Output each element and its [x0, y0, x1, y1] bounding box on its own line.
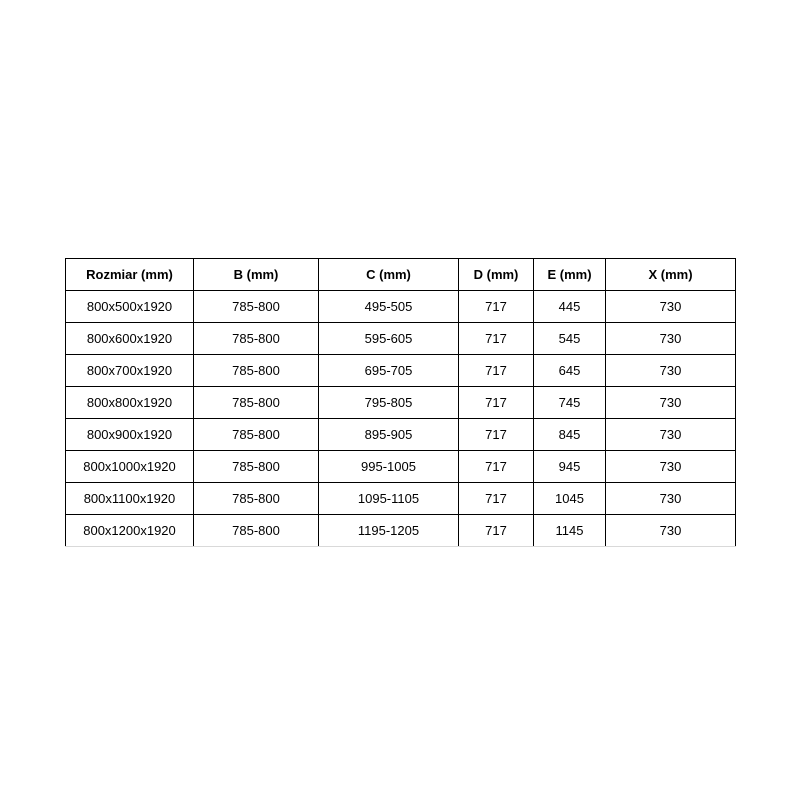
column-header-b: B (mm) — [194, 259, 319, 291]
cell-c: 795-805 — [319, 387, 459, 419]
cell-rozmiar: 800x700x1920 — [66, 355, 194, 387]
cell-c: 495-505 — [319, 291, 459, 323]
table-row — [66, 483, 736, 515]
cell-c: 1095-1105 — [319, 483, 459, 515]
table-row — [66, 515, 736, 547]
cell-d: 717 — [459, 387, 534, 419]
cell-x: 730 — [606, 451, 736, 483]
cell-c: 895-905 — [319, 419, 459, 451]
cell-d: 717 — [459, 515, 534, 547]
cell-b: 785-800 — [194, 291, 319, 323]
cell-e: 445 — [534, 291, 606, 323]
cell-e: 1045 — [534, 483, 606, 515]
cell-rozmiar: 800x800x1920 — [66, 387, 194, 419]
cell-c: 595-605 — [319, 323, 459, 355]
cell-b: 785-800 — [194, 483, 319, 515]
cell-d: 717 — [459, 323, 534, 355]
column-header-d: D (mm) — [459, 259, 534, 291]
cell-e: 745 — [534, 387, 606, 419]
cell-b: 785-800 — [194, 515, 319, 547]
cell-x: 730 — [606, 323, 736, 355]
cell-b: 785-800 — [194, 451, 319, 483]
cell-b: 785-800 — [194, 419, 319, 451]
table-row — [66, 387, 736, 419]
table-row — [66, 419, 736, 451]
cell-d: 717 — [459, 451, 534, 483]
cell-c: 695-705 — [319, 355, 459, 387]
cell-b: 785-800 — [194, 323, 319, 355]
cell-e: 945 — [534, 451, 606, 483]
cell-x: 730 — [606, 515, 736, 547]
cell-x: 730 — [606, 483, 736, 515]
column-header-c: C (mm) — [319, 259, 459, 291]
table-header-row — [66, 259, 736, 291]
dimensions-spec-table — [65, 258, 736, 547]
cell-rozmiar: 800x1000x1920 — [66, 451, 194, 483]
table-row — [66, 291, 736, 323]
cell-x: 730 — [606, 355, 736, 387]
table-row — [66, 355, 736, 387]
cell-d: 717 — [459, 419, 534, 451]
cell-d: 717 — [459, 355, 534, 387]
cell-e: 545 — [534, 323, 606, 355]
cell-rozmiar: 800x900x1920 — [66, 419, 194, 451]
table-row — [66, 323, 736, 355]
cell-b: 785-800 — [194, 355, 319, 387]
column-header-e: E (mm) — [534, 259, 606, 291]
cell-rozmiar: 800x500x1920 — [66, 291, 194, 323]
cell-x: 730 — [606, 387, 736, 419]
cell-rozmiar: 800x1200x1920 — [66, 515, 194, 547]
cell-d: 717 — [459, 483, 534, 515]
cell-b: 785-800 — [194, 387, 319, 419]
cell-x: 730 — [606, 419, 736, 451]
cell-c: 1195-1205 — [319, 515, 459, 547]
cell-e: 1145 — [534, 515, 606, 547]
cell-x: 730 — [606, 291, 736, 323]
cell-e: 645 — [534, 355, 606, 387]
cell-e: 845 — [534, 419, 606, 451]
cell-rozmiar: 800x600x1920 — [66, 323, 194, 355]
table-row — [66, 451, 736, 483]
cell-rozmiar: 800x1100x1920 — [66, 483, 194, 515]
column-header-x: X (mm) — [606, 259, 736, 291]
cell-d: 717 — [459, 291, 534, 323]
column-header-rozmiar: Rozmiar (mm) — [66, 259, 194, 291]
cell-c: 995-1005 — [319, 451, 459, 483]
